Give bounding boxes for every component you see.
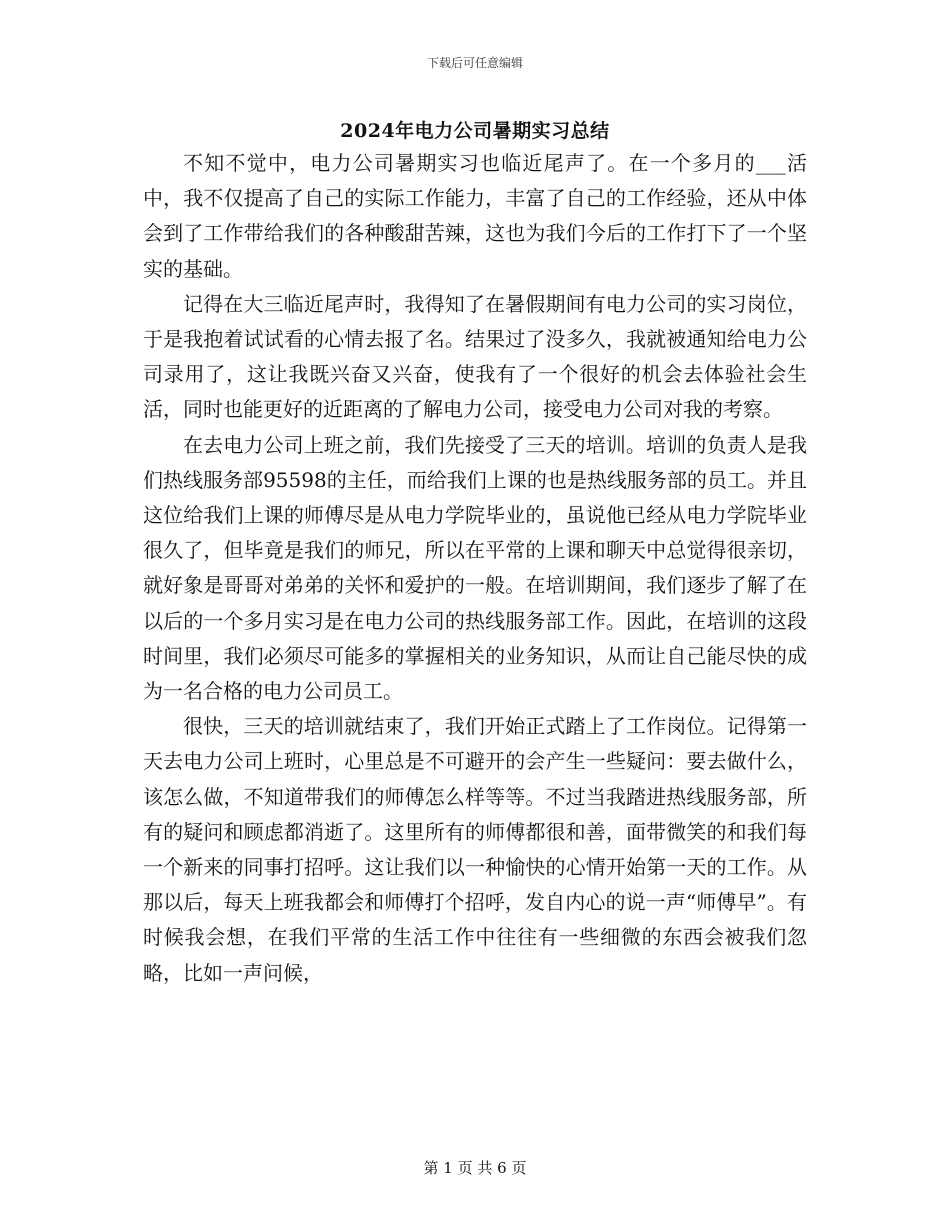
paragraph-4: 很快，三天的培训就结束了，我们开始正式踏上了工作岗位。记得第一天去电力公司上班时，心里总是不可避开的会产生一些疑问：要去做什么，该怎么做，不知道带我们的师傅怎么样等等。不过当我踏进热线服务部，所有的疑问和顾虑都消逝了。这里所有的师傅都很和善，面带微笑的和我们每一个新来的同事打招呼。这让我们以一种愉快的心情开始第一天的工作。从那以后，每天上班我都会和师傅打个招呼，发自内心的说一声“师傅早”。有时候我会想，在我们平常的生活工作中往往有一些细微的东西会被我们忽略，比如一声问候，: [143, 714, 807, 985]
page-footer: 第 1 页 共 6 页: [423, 1159, 527, 1177]
header-note: 下载后可任意编辑: [426, 56, 523, 70]
document-body: [143, 146, 807, 991]
paragraph-1: 不知不觉中，电力公司暑期实习也临近尾声了。在一个多月的___活中，我不仅提高了自己的实际工作能力，丰富了自己的工作经验，还从中体会到了工作带给我们的各种酸甜苦辣，这也为我们今后的工作打下了一个坚实的基础。: [143, 151, 807, 281]
document-title: 2024年电力公司暑期实习总结: [340, 120, 610, 142]
paragraph-3: 在去电力公司上班之前，我们先接受了三天的培训。培训的负责人是我们热线服务部95598的主任，而给我们上课的也是热线服务部的员工。并且这位给我们上课的师傅尽是从电力学院毕业的，虽说他已经从电力学院毕业很久了，但毕竟是我们的师兄，所以在平常的上课和聊天中总觉得很亲切，就好象是哥哥对弟弟的关怀和爱护的一般。在培训期间，我们逐步了解了在以后的一个多月实习是在电力公司的热线服务部工作。因此，在培训的这段时间里，我们必须尽可能多的掌握相关的业务知识，从而让自己能尽快的成为一名合格的电力公司员工。: [143, 432, 807, 704]
paragraph-2: 记得在大三临近尾声时，我得知了在暑假期间有电力公司的实习岗位，于是我抱着试试看的心情去报了名。结果过了没多久，我就被通知给电力公司录用了，这让我既兴奋又兴奋，使我有了一个很好的机会去体验社会生活，同时也能更好的近距离的了解电力公司，接受电力公司对我的考察。: [143, 291, 807, 422]
